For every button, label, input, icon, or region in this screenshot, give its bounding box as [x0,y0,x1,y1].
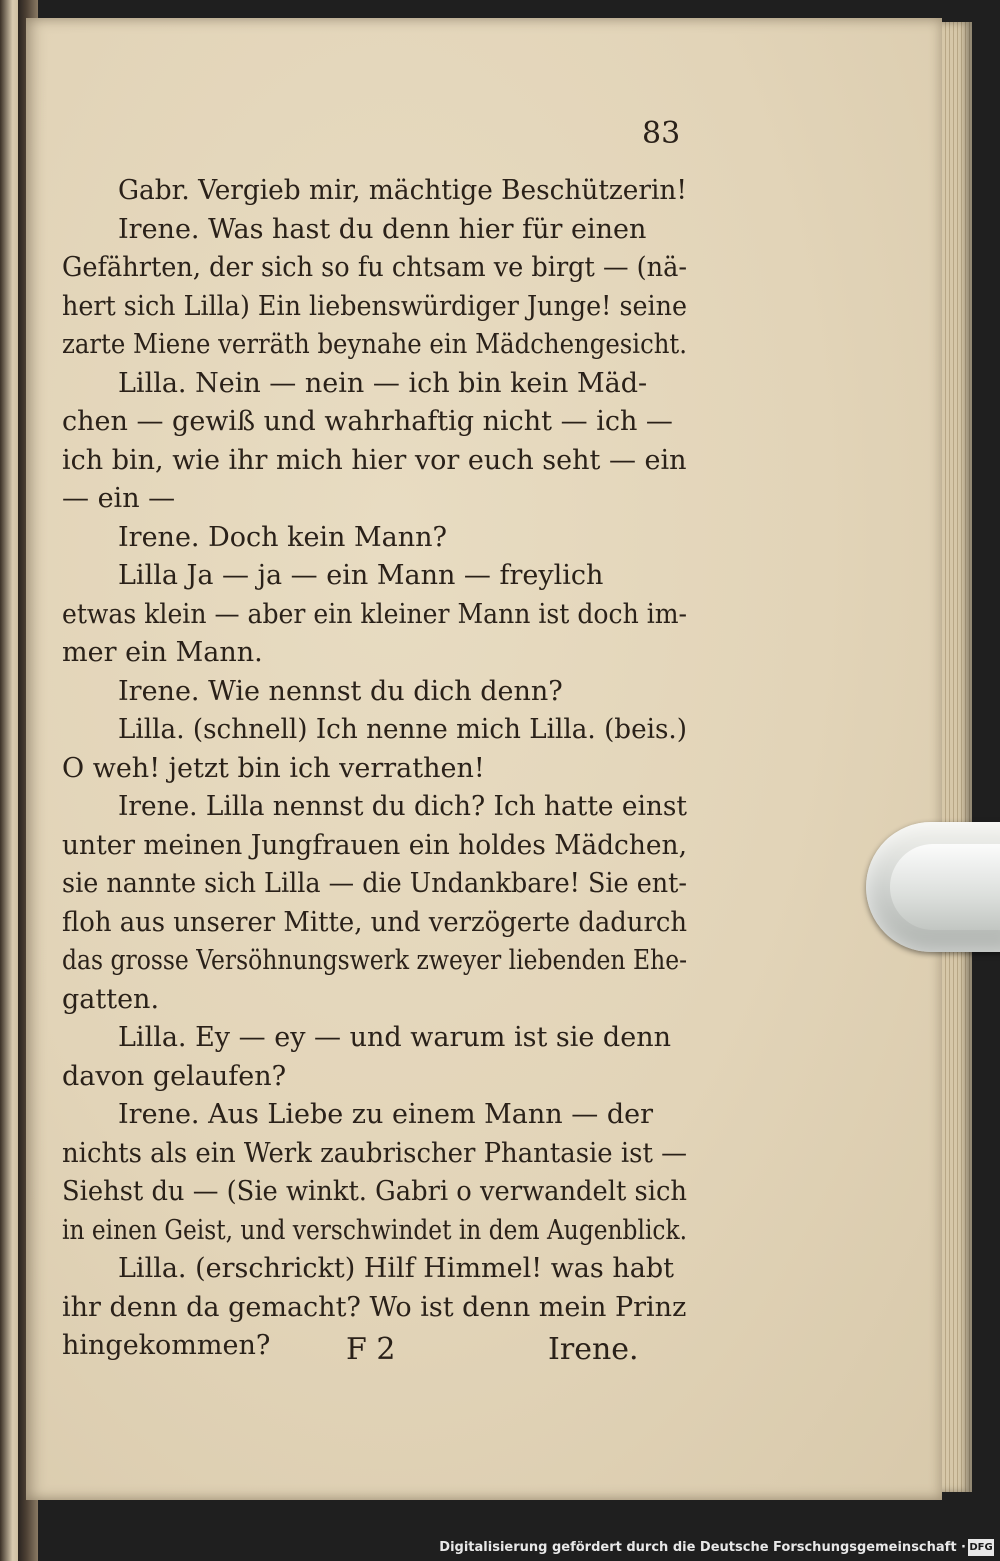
text-line: gatten. [62,983,160,1015]
text-line: das grosse Versöhnungswerk zweyer liebenden Ehe- [62,945,687,976]
text-line: Lilla. Ey — ey — und warum ist sie denn [118,1022,671,1053]
page-number: 83 [642,116,681,151]
text-line: Gefährten, der sich so fu chtsam ve birgt — (nä- [62,252,687,283]
text-line: unter meinen Jungfrauen ein holdes Mädchen, [62,829,687,861]
signature-mark: F 2 [346,1332,396,1367]
text-line: Lilla Ja — ja — ein Mann — freylich [118,560,604,591]
text-line: hingekommen? [62,1330,271,1361]
text-block [62,172,687,1366]
text-line: chen — gewiß und wahrhaftig nicht — ich — [62,406,673,437]
text-line: — ein — [62,483,176,514]
text-line: floh aus unserer Mitte, und verzögerte dadurch [62,906,687,938]
text-line: Irene. Doch kein Mann? [118,521,448,553]
dfg-logo: DFG [968,1539,994,1556]
text-line: etwas klein — aber ein kleiner Mann ist doch im- [62,598,687,630]
page-edges [938,22,972,1492]
text-line: ihr denn da gemacht? Wo ist denn mein Prinz [62,1291,687,1323]
text-line: Irene. Wie nennst du dich denn? [118,675,563,707]
text-line: zarte Miene verräth beynahe ein Mädchengesicht. [62,329,687,360]
text-line: nichts als ein Werk zaubrischer Phantasie ist — [62,1137,687,1169]
text-line: sie nannte sich Lilla — die Undankbare! Sie ent- [62,868,687,899]
text-line: Lilla. (erschrickt) Hilf Himmel! was habt [118,1253,674,1284]
text-line: Lilla. Nein — nein — ich bin kein Mäd- [118,367,648,399]
text-line: Gabr. Vergieb mir, mächtige Beschützerin! [118,175,687,206]
funding-credit: Digitalisierung gefördert durch die Deutsche Forschungsgemeinschaft · [439,1540,966,1555]
catchword: Irene. [548,1332,639,1367]
text-line: mer ein Mann. [62,637,263,668]
text-line: ich bin, wie ihr mich hier vor euch seht — ein [62,444,687,476]
text-line: hert sich Lilla) Ein liebenswürdiger Junge! seine [62,290,687,322]
text-line: in einen Geist, und verschwindet in dem Augenblick. [62,1214,687,1246]
page-clip [866,822,1000,952]
text-line: Siehst du — (Sie winkt. Gabri o verwandelt sich [62,1176,687,1207]
text-line: Irene. Was hast du denn hier für einen [118,213,647,245]
page-clip-highlight [890,844,1000,930]
text-line: Irene. Aus Liebe zu einem Mann — der [118,1099,654,1130]
footer-strip [0,1536,1000,1561]
text-line: O weh! jetzt bin ich verrathen! [62,752,485,784]
text-line: davon gelaufen? [62,1060,287,1092]
text-line: Irene. Lilla nennst du dich? Ich hatte einst [118,791,687,822]
facing-page-edge [0,0,18,1561]
text-line: Lilla. (schnell) Ich nenne mich Lilla. (beis.) [118,714,687,745]
